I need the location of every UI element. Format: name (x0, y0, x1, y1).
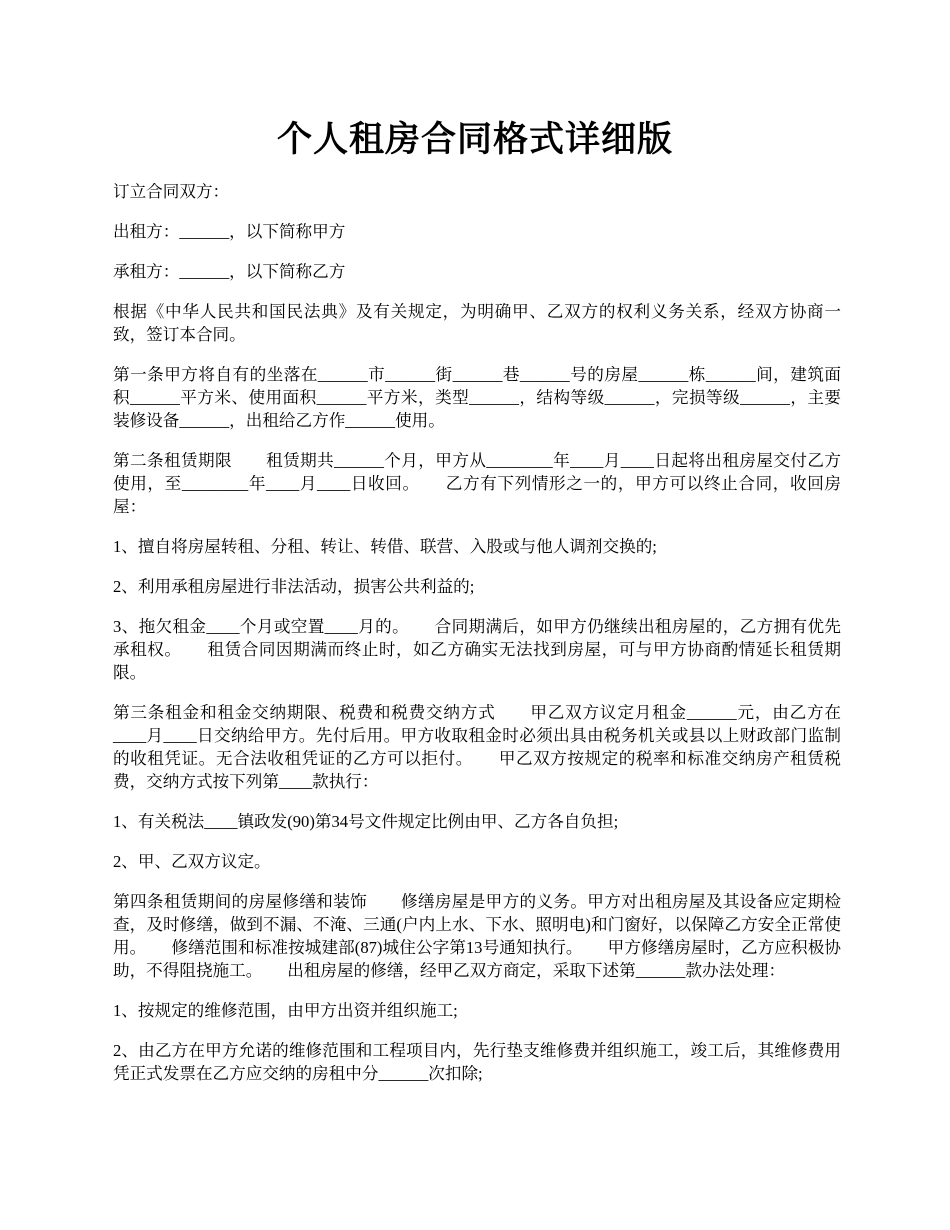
paragraph-preamble: 根据《中华人民共和国民法典》及有关规定，为明确甲、乙双方的权利义务关系，经双方协商一致，签订本合同。 (113, 302, 841, 344)
paragraph-article-2-item-3: 3、拖欠租金____个月或空置____月的。 合同期满后，如甲方仍继续出租房屋的，乙方拥有优先承租权。 租赁合同因期满而终止时，如乙方确实无法找到房屋，可与甲方协商酌情延长租赁期限。 (113, 617, 841, 682)
paragraph-lessor: 出租方：______，以下简称甲方 (113, 222, 346, 241)
paragraph-article-2: 第二条租赁期限 租赁期共______个月，甲方从________年____月____日起将出租房屋交付乙方使用，至________年____月____日收回。 乙方有下列情形之一的，甲方可以终止合同，收回房屋： (113, 451, 841, 516)
paragraph-article-3-item-2: 2、甲、乙双方议定。 (113, 852, 271, 871)
paragraph-parties-intro: 订立合同双方： (113, 182, 230, 201)
paragraph-lessee: 承租方：______，以下简称乙方 (113, 262, 346, 281)
paragraph-article-4-item-1: 1、按规定的维修范围，由甲方出资并组织施工; (113, 1001, 458, 1020)
paragraph-article-3: 第三条租金和租金交纳期限、税费和税费交纳方式 甲乙双方议定月租金______元，由乙方在____月____日交纳给甲方。先付后用。甲方收取租金时必须出具由税务机关或县以上财政部门监制的收租凭证。无合法收租凭证的乙方可以拒付。 甲乙双方按规定的税率和标准交纳房产租赁税费，交纳方式按下列第____款执行： (113, 703, 841, 791)
paragraph-article-4: 第四条租赁期间的房屋修缮和装饰 修缮房屋是甲方的义务。甲方对出租房屋及其设备应定期检查，及时修缮，做到不漏、不淹、三通(户内上水、下水、照明电)和门窗好，以保障乙方安全正常使用。 修缮范围和标准按城建部(87)城住公字第13号通知执行。 甲方修缮房屋时，乙方应积极协助，不得阻挠施工。 出租房屋的修缮，经甲乙双方商定，采取下述第______款办法处理： (113, 892, 841, 980)
document-body (113, 180, 841, 1102)
document-title: 个人租房合同格式详细版 (276, 119, 673, 160)
paragraph-article-1: 第一条甲方将自有的坐落在______市______街______巷______号的房屋______栋______间，建筑面积______平方米、使用面积______平方米，类型______，结构等级______，完损等级______，主要装修设备______，出租给乙方作______使用。 (113, 365, 841, 430)
paragraph-article-3-item-1: 1、有关税法____镇政发(90)第34号文件规定比例由甲、乙方各自负担; (113, 812, 619, 831)
paragraph-article-4-item-2: 2、由乙方在甲方允诺的维修范围和工程项目内，先行垫支维修费并组织施工，竣工后，其维修费用凭正式发票在乙方应交纳的房租中分______次扣除; (113, 1041, 841, 1083)
paragraph-article-2-item-2: 2、利用承租房屋进行非法活动，损害公共利益的; (113, 577, 475, 596)
paragraph-article-2-item-1: 1、擅自将房屋转租、分租、转让、转借、联营、入股或与他人调剂交换的; (113, 537, 657, 556)
